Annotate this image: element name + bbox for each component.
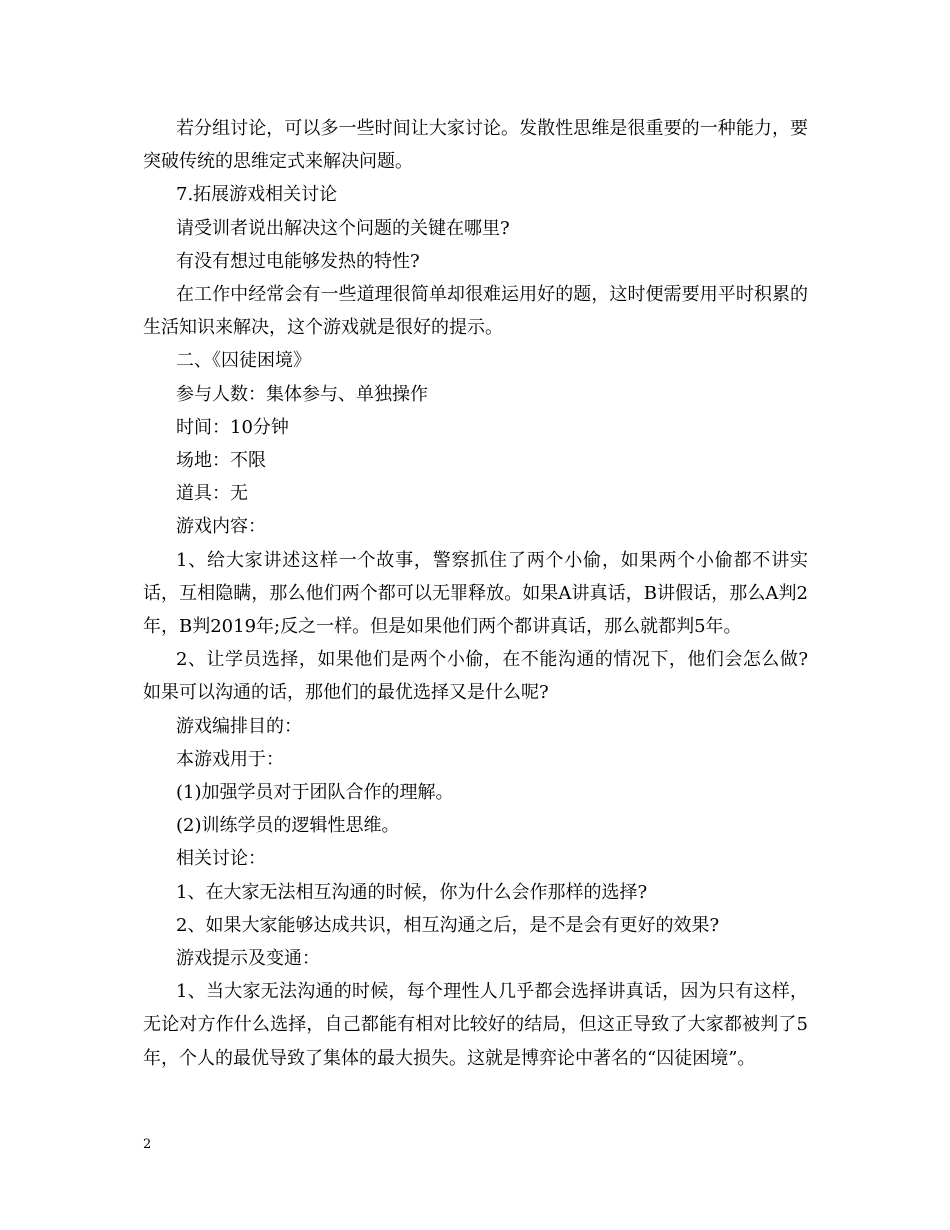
paragraph: (1)加强学员对于团队合作的理解。 xyxy=(176,782,454,804)
paragraph: 游戏编排目的： xyxy=(176,715,302,737)
paragraph: 参与人数：集体参与、单独操作 xyxy=(176,383,428,405)
paragraph: 相关讨论： xyxy=(176,848,266,870)
paragraph: 道具：无 xyxy=(176,483,248,505)
paragraph: 时间：10分钟 xyxy=(176,416,289,438)
paragraph: 请受训者说出解决这个问题的关键在哪里? xyxy=(176,217,510,239)
paragraph: 2、如果大家能够达成共识，相互沟通之后，是不是会有更好的效果? xyxy=(176,914,720,936)
paragraph: 游戏内容： xyxy=(176,516,266,538)
paragraph: 若分组讨论，可以多一些时间让大家讨论。发散性思维是很重要的一种能力，要突破传统的思维定式来解决问题。 xyxy=(143,118,808,173)
paragraph: 1、在大家无法相互沟通的时候，你为什么会作那样的选择? xyxy=(176,881,648,903)
paragraph: 1、给大家讲述这样一个故事，警察抓住了两个小偷，如果两个小偷都不讲实话，互相隐瞒，那么他们两个都可以无罪释放。如果A讲真话，B讲假话，那么A判2年，B判2019年;反之一样。但是如果他们两个都讲真话，那么就都判5年。 xyxy=(143,549,808,638)
section-heading: 二、《囚徒困境》 xyxy=(176,350,311,372)
page-number: 2 xyxy=(143,1137,152,1152)
section-heading: 7.拓展游戏相关讨论 xyxy=(176,184,338,206)
paragraph: 游戏提示及变通： xyxy=(176,948,320,970)
paragraph: 1、当大家无法沟通的时候，每个理性人几乎都会选择讲真话，因为只有这样，无论对方作什么选择，自己都能有相对比较好的结局，但这正导致了大家都被判了5年，个人的最优导致了集体的最大损失。这就是博弈论中著名的“囚徒困境”。 xyxy=(143,981,808,1069)
paragraph: 在工作中经常会有一些道理很简单却很难运用好的题，这时便需要用平时积累的生活知识来解决，这个游戏就是很好的提示。 xyxy=(143,284,808,339)
paragraph: 有没有想过电能够发热的特性? xyxy=(176,250,420,272)
paragraph: (2)训练学员的逻辑性思维。 xyxy=(176,815,400,837)
paragraph: 2、让学员选择，如果他们是两个小偷，在不能沟通的情况下，他们会怎么做?如果可以沟通的话，那他们的最优选择又是什么呢? xyxy=(143,649,808,704)
paragraph: 场地：不限 xyxy=(176,450,266,472)
paragraph: 本游戏用于： xyxy=(176,748,284,770)
document-body xyxy=(143,112,808,1075)
